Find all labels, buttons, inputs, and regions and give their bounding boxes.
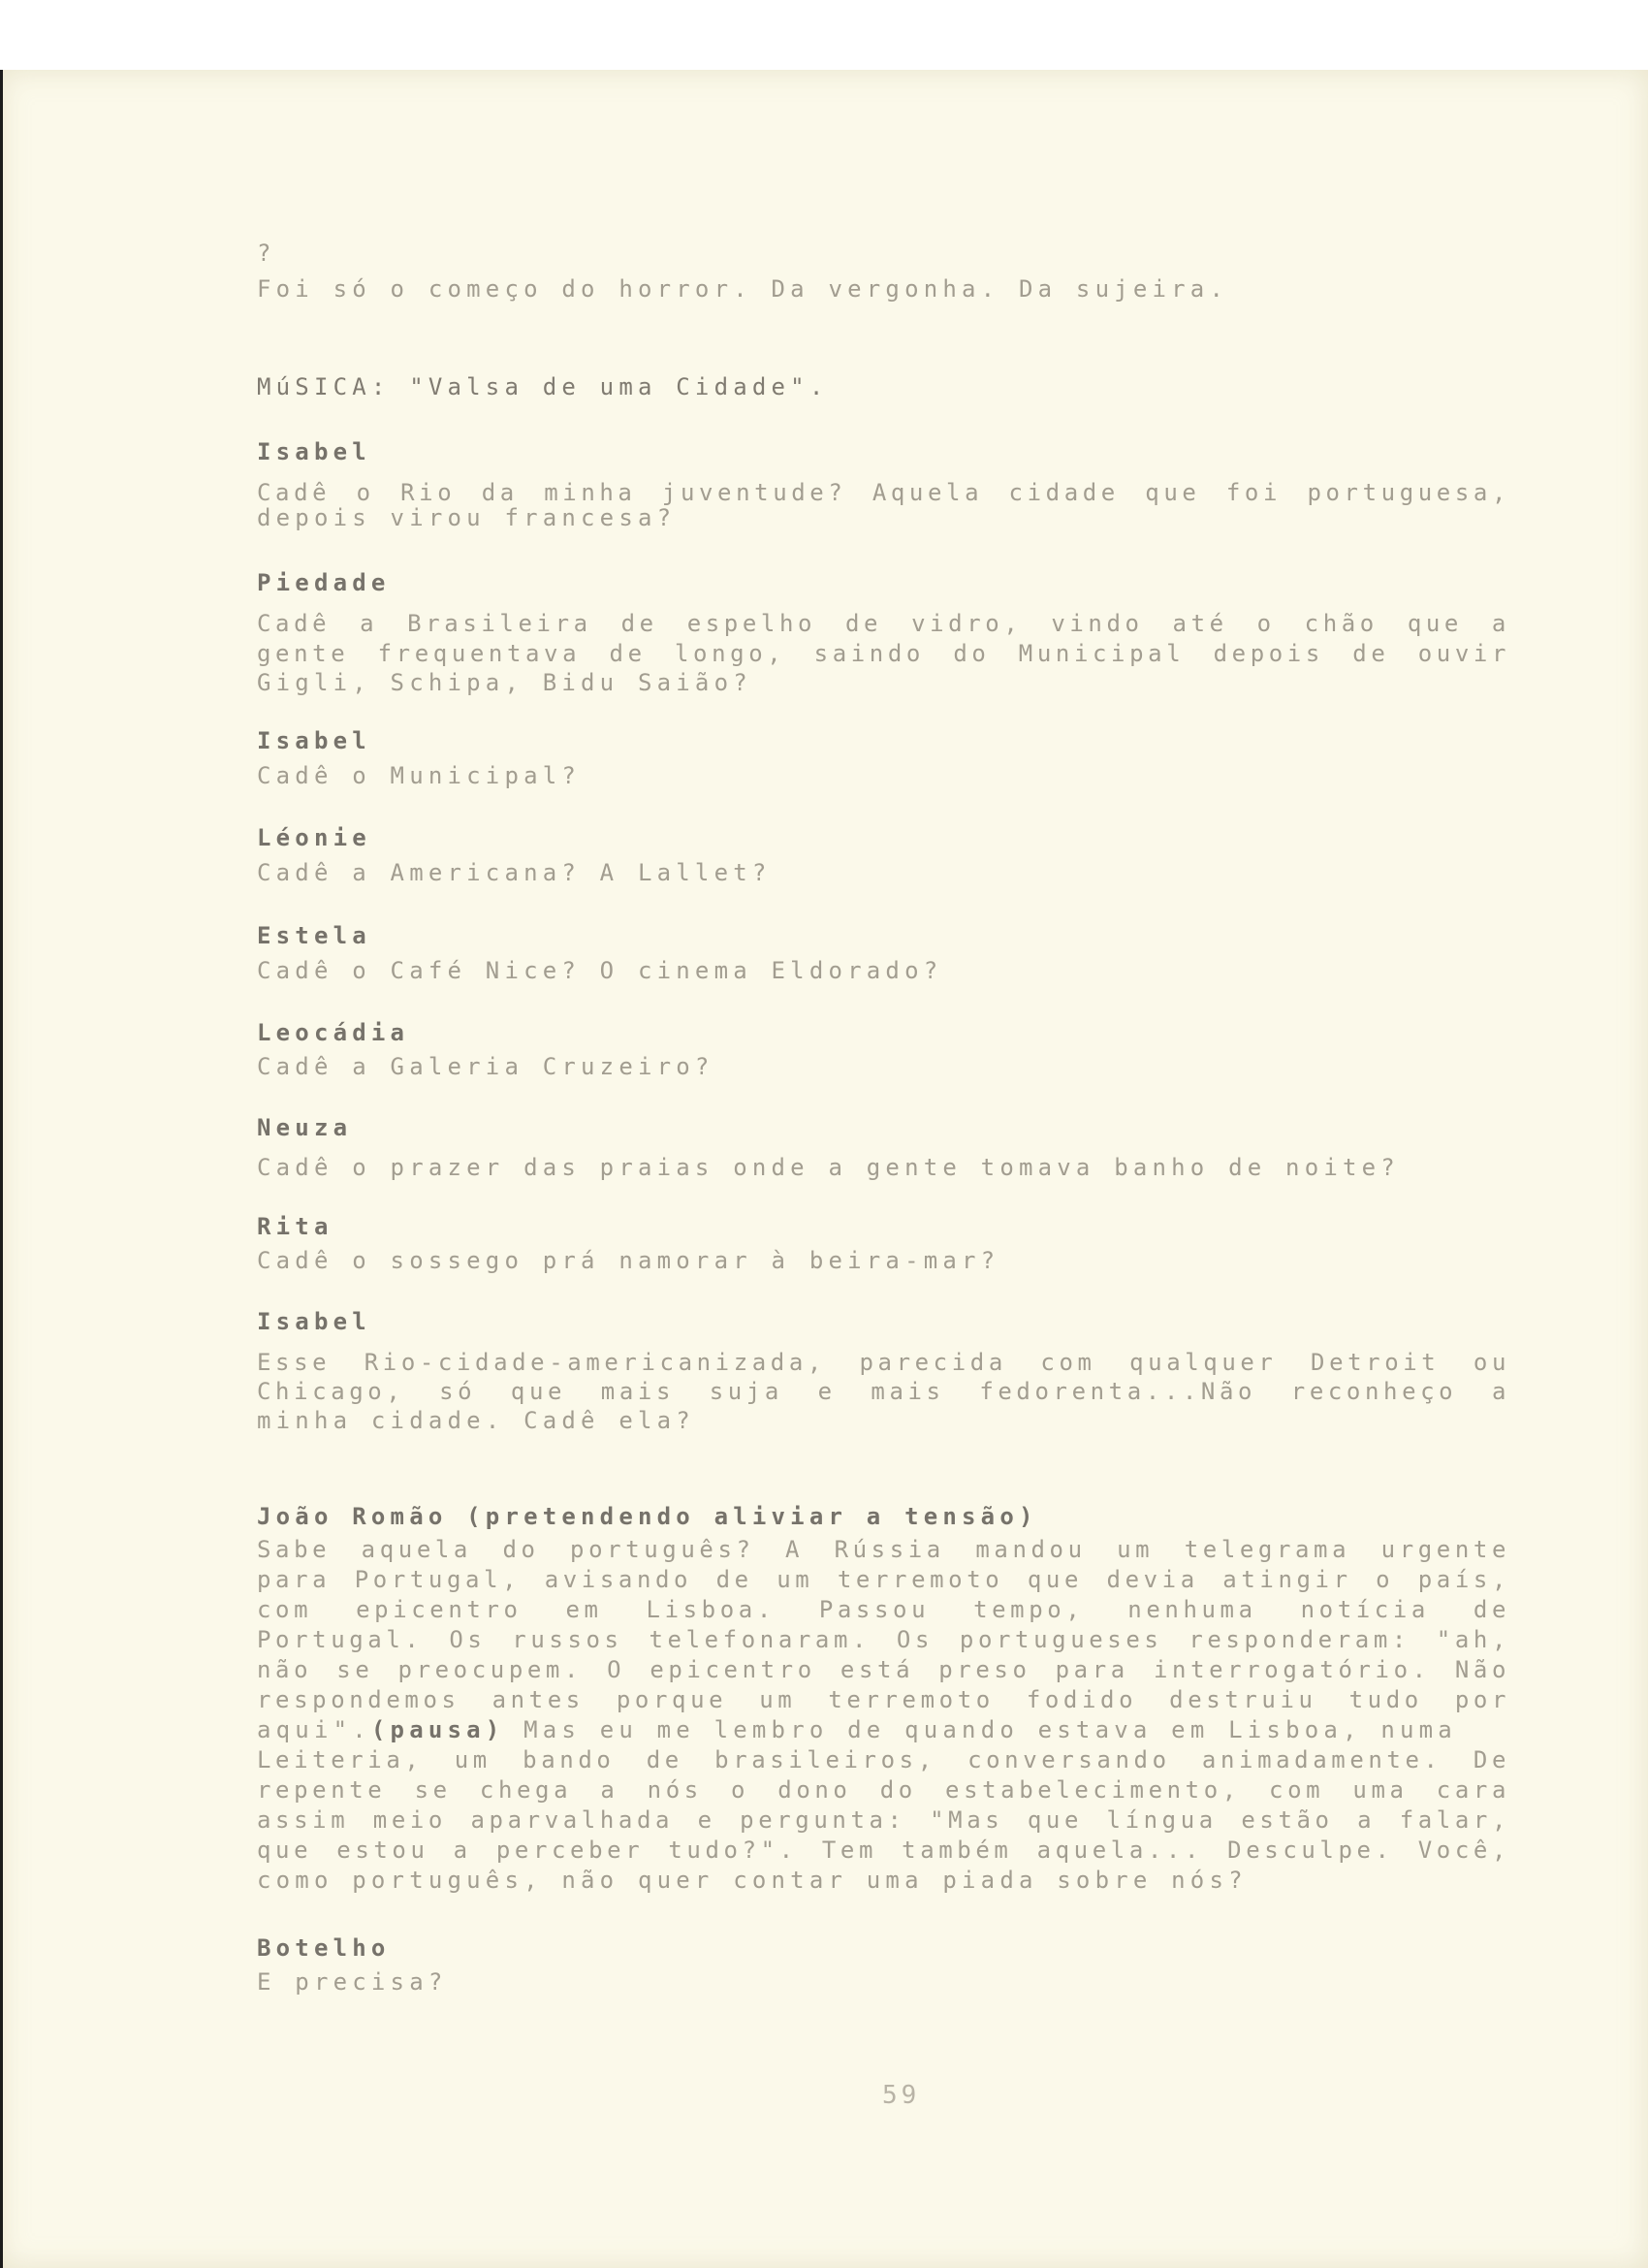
dialogue-line-mixed — [257, 1714, 1457, 1745]
music-cue: MúSICA: "Valsa de uma Cidade". — [257, 373, 829, 400]
dialogue-line: com epicentro em Lisboa. Passou tempo, nenhuma notícia de — [257, 1596, 1510, 1623]
dialogue-line: que estou a perceber tudo?". Tem também aquela... Desculpe. Você, — [257, 1837, 1510, 1864]
dialogue-line: Sabe aquela do português? A Rússia mandou um telegrama urgente — [257, 1536, 1510, 1563]
dialogue-line: depois virou francesa? — [257, 504, 677, 531]
dialogue-line: não se preocupem. O epicentro está preso para interrogatório. Não — [257, 1656, 1510, 1683]
dialogue-line: assim meio aparvalhada e pergunta: "Mas que língua estão a falar, — [257, 1806, 1510, 1834]
intro-line: Foi só o começo do horror. Da vergonha. Da sujeira. — [257, 275, 1229, 303]
speaker-name: Piedade — [257, 569, 391, 596]
dialogue-line: Esse Rio-cidade-americanizada, parecida com qualquer Detroit ou — [257, 1349, 1510, 1376]
dialogue-line: Cadê a Americana? A Lallet? — [257, 859, 772, 886]
speaker-name: João Romão (pretendendo aliviar a tensão) — [257, 1503, 1038, 1530]
question-mark: ? — [257, 240, 276, 267]
speaker-name: Isabel — [257, 1308, 371, 1335]
speaker-name: Neuza — [257, 1114, 353, 1141]
dialogue-line: como português, não quer contar uma piada sobre nós? — [257, 1867, 1248, 1894]
page-number: 59 — [882, 2081, 921, 2110]
stage-direction: (pausa) — [370, 1716, 505, 1743]
dialogue-line: Cadê o prazer das praias onde a gente tomava banho de noite? — [257, 1154, 1400, 1181]
dialogue-line: minha cidade. Cadê ela? — [257, 1407, 695, 1434]
dialogue-line: Cadê a Galeria Cruzeiro? — [257, 1053, 714, 1080]
dialogue-line: repente se chega a nós o dono do estabelecimento, com uma cara — [257, 1776, 1510, 1804]
dialogue-line: Portugal. Os russos telefonaram. Os portugueses responderam: "ah, — [257, 1626, 1510, 1653]
dialogue-line: gente frequentava de longo, saindo do Municipal depois de ouvir — [257, 640, 1510, 667]
speaker-name: Botelho — [257, 1934, 391, 1962]
dialogue-line: Cadê o Café Nice? O cinema Eldorado? — [257, 957, 943, 984]
dialogue-line: Leiteria, um bando de brasileiros, conversando animadamente. De — [257, 1746, 1510, 1773]
dialogue-line: Cadê o sossego prá namorar à beira-mar? — [257, 1247, 1000, 1274]
dialogue-fragment: Mas eu me lembro de quando estava em Lisboa, numa — [523, 1716, 1457, 1743]
dialogue-line: respondemos antes porque um terremoto fodido destruiu tudo por — [257, 1686, 1510, 1713]
dialogue-line: Gigli, Schipa, Bidu Saião? — [257, 669, 752, 696]
dialogue-line: Cadê o Municipal? — [257, 762, 582, 789]
dialogue-line: Cadê a Brasileira de espelho de vidro, vindo até o chão que a — [257, 610, 1510, 637]
speaker-name: Leocádia — [257, 1019, 410, 1046]
dialogue-fragment: aqui". — [257, 1716, 371, 1743]
speaker-name: Isabel — [257, 438, 371, 465]
dialogue-line: Cadê o Rio da minha juventude? Aquela cidade que foi portuguesa, — [257, 479, 1510, 506]
speaker-name: Léonie — [257, 824, 371, 851]
dialogue-line: Chicago, só que mais suja e mais fedorenta...Não reconheço a — [257, 1378, 1510, 1405]
speaker-name: Estela — [257, 922, 371, 949]
scan-edge — [0, 70, 3, 2268]
dialogue-line: para Portugal, avisando de um terremoto que devia atingir o país, — [257, 1566, 1510, 1593]
speaker-name: Rita — [257, 1213, 333, 1240]
dialogue-line: E precisa? — [257, 1968, 448, 1996]
speaker-name: Isabel — [257, 727, 371, 754]
